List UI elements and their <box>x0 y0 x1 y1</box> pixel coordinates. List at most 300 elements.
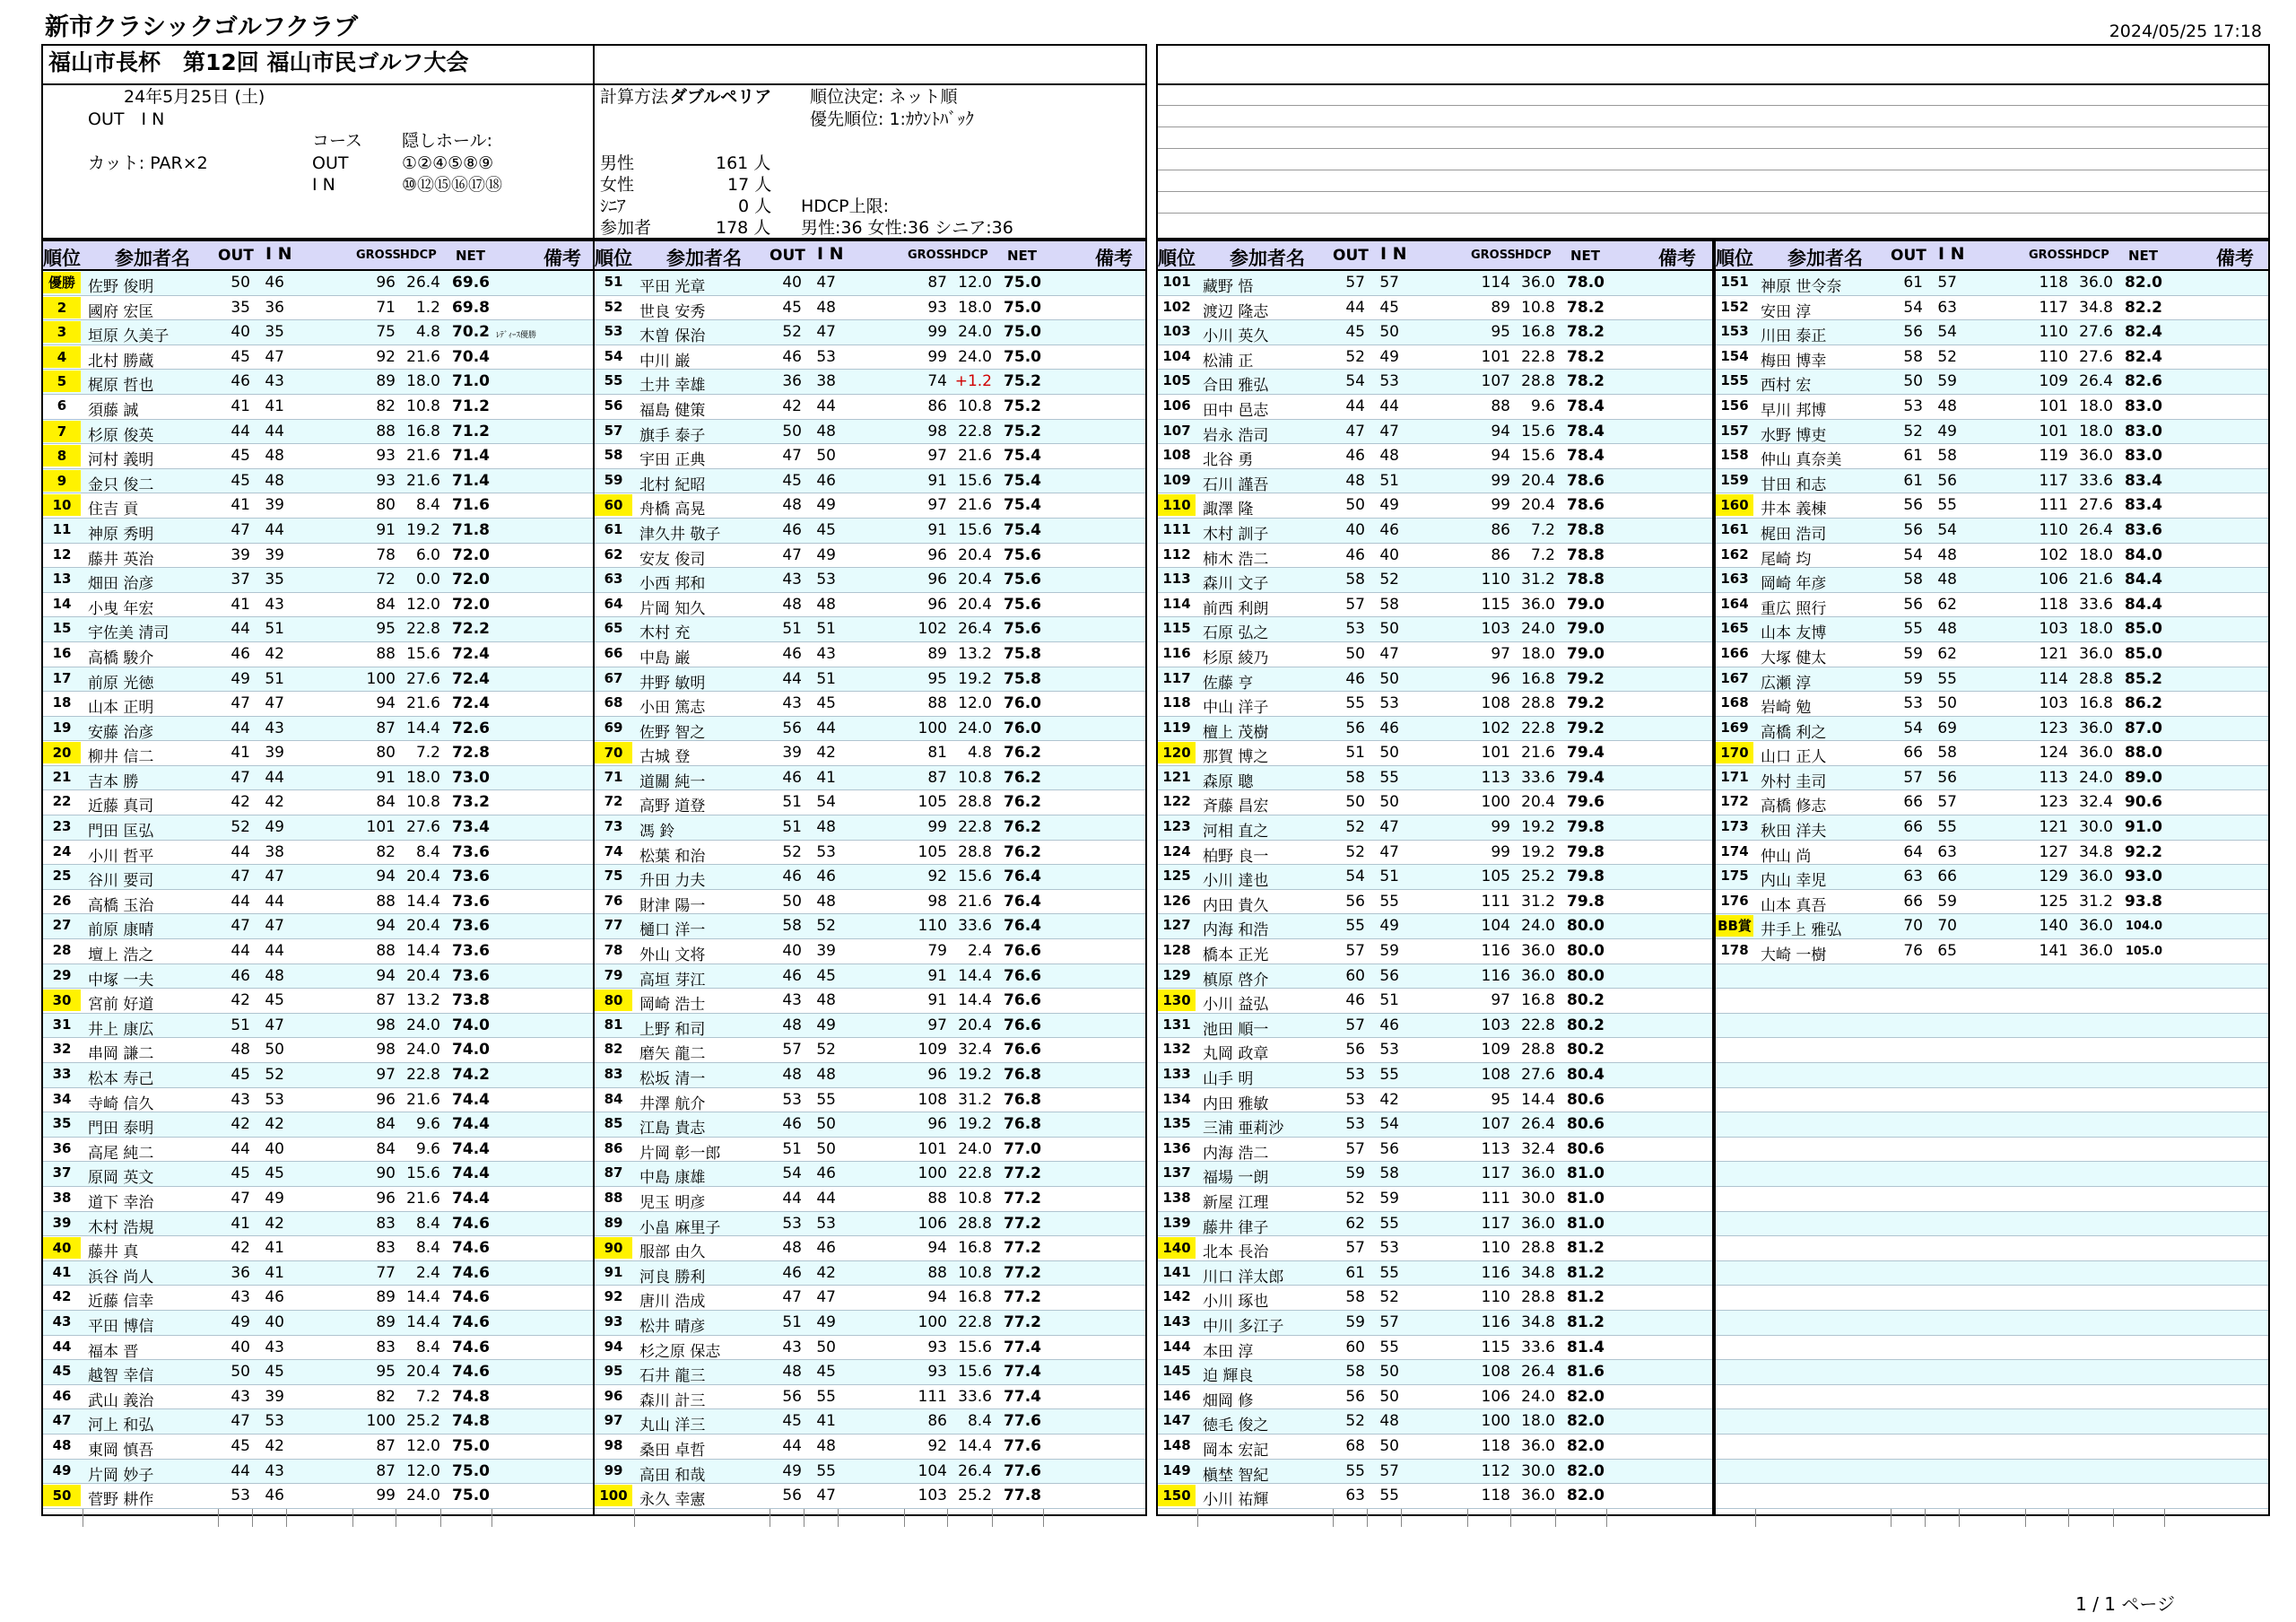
out-cell: 70 <box>1903 917 1923 936</box>
name-cell: 那賀 博之 <box>1203 748 1269 767</box>
table-row <box>1158 692 1712 717</box>
rank-cell: 40 <box>43 1237 81 1259</box>
out-cell: 56 <box>782 719 802 737</box>
net-cell: 76.0 <box>1004 694 1041 713</box>
hdcp-cell: 24.0 <box>1521 620 1555 639</box>
name-cell: 唐川 浩成 <box>639 1293 706 1312</box>
out-cell: 48 <box>230 1041 250 1060</box>
rank-cell: 105 <box>1162 372 1191 389</box>
gross-cell: 106 <box>2039 571 2068 589</box>
table-row <box>595 790 1145 815</box>
in-cell: 55 <box>1379 892 1399 911</box>
header-hdcp: HDCP <box>400 249 437 262</box>
out-cell: 53 <box>230 1487 250 1505</box>
hdcp-cell: 36.0 <box>2079 868 2113 886</box>
out-cell: 53 <box>782 1214 802 1233</box>
out-cell: 52 <box>1345 1412 1365 1431</box>
in-cell: 47 <box>1379 644 1399 663</box>
rank-cell: 78 <box>604 942 623 959</box>
gross-cell: 103 <box>1481 620 1510 639</box>
in-cell: 53 <box>816 347 836 366</box>
net-cell: 83.0 <box>2125 447 2162 466</box>
table-row <box>1716 642 2268 667</box>
hdcp-cell: 20.4 <box>406 966 440 985</box>
hdcp-cell: 33.6 <box>2079 471 2113 490</box>
hdcp-cell: 36.0 <box>1521 1436 1555 1455</box>
in-cell: 62 <box>1937 595 1957 614</box>
rank-cell: 150 <box>1158 1485 1196 1506</box>
hdcp-cell: 19.2 <box>1521 842 1555 861</box>
in-cell: 51 <box>1379 991 1399 1010</box>
table-row <box>43 964 593 990</box>
net-cell: 82.0 <box>1567 1387 1605 1406</box>
net-cell: 104.0 <box>2125 920 2162 934</box>
net-cell: 80.2 <box>1567 991 1605 1010</box>
in-cell: 53 <box>1379 1239 1399 1258</box>
rank-cell: 125 <box>1162 868 1191 885</box>
table-row <box>1158 593 1712 618</box>
name-cell: 畑岡 修 <box>1203 1391 1254 1410</box>
net-cell: 76.4 <box>1004 917 1041 936</box>
table-row <box>43 717 593 742</box>
out-cell: 51 <box>1345 744 1365 763</box>
name-cell: 梶田 浩司 <box>1761 525 1827 544</box>
name-cell: 井澤 航介 <box>639 1094 706 1113</box>
in-cell: 47 <box>265 917 284 936</box>
gross-cell: 82 <box>376 397 396 415</box>
hdcp-cell: 20.4 <box>406 1363 440 1382</box>
gross-cell: 99 <box>1491 818 1510 837</box>
rank-cell: 59 <box>604 471 623 488</box>
table-row <box>1716 1038 2268 1063</box>
out-cell: 46 <box>782 1263 802 1282</box>
rank-cell: 53 <box>604 323 623 340</box>
out-cell: 45 <box>230 471 250 490</box>
name-cell: 徳毛 俊之 <box>1203 1417 1269 1435</box>
table-row <box>595 815 1145 841</box>
rank-cell: 8 <box>43 445 81 467</box>
hdcp-cell: 14.4 <box>406 942 440 961</box>
name-cell: 木村 浩規 <box>88 1218 154 1237</box>
name-cell: 木村 充 <box>639 624 691 643</box>
name-cell: 近藤 信幸 <box>88 1293 154 1312</box>
rank-cell: 170 <box>1716 742 1753 763</box>
table-row <box>43 841 593 866</box>
net-cell: 83.4 <box>2125 496 2162 515</box>
out-cell: 47 <box>230 1412 250 1431</box>
rank-cell: 9 <box>43 470 81 492</box>
table-row <box>1158 1212 1712 1237</box>
table-row <box>1158 1014 1712 1039</box>
hdcp-cell: 21.6 <box>406 1189 440 1208</box>
name-cell: 高橋 玉治 <box>88 896 154 915</box>
name-cell: 岩永 浩司 <box>1203 426 1269 445</box>
name-cell: 永久 幸憲 <box>639 1491 706 1510</box>
table-row <box>43 1360 593 1385</box>
name-cell: 道關 純一 <box>639 772 706 791</box>
gross-cell: 99 <box>927 347 947 366</box>
in-cell: 46 <box>265 1487 284 1505</box>
hdcp-cell: 14.4 <box>406 892 440 911</box>
net-cell: 77.2 <box>1004 1263 1041 1282</box>
out-cell: 47 <box>230 917 250 936</box>
gross-cell: 108 <box>918 1090 947 1109</box>
out-cell: 46 <box>782 520 802 539</box>
header-in: I N <box>1938 244 1965 264</box>
name-cell: 岡本 宏記 <box>1203 1441 1269 1460</box>
rank-cell: 79 <box>604 966 623 983</box>
rank-cell: 133 <box>1162 1066 1191 1082</box>
in-cell: 53 <box>265 1412 284 1431</box>
gross-cell: 97 <box>1491 644 1510 663</box>
in-cell: 48 <box>816 595 836 614</box>
gross-cell: 124 <box>2039 744 2068 763</box>
out-cell: 44 <box>1345 397 1365 415</box>
gross-cell: 93 <box>927 1338 947 1356</box>
table-row <box>43 1484 593 1509</box>
in-cell: 48 <box>1937 397 1957 415</box>
out-cell: 48 <box>782 1363 802 1382</box>
table-row <box>1716 692 2268 717</box>
rank-cell: 97 <box>604 1412 623 1429</box>
gross-cell: 121 <box>2039 644 2068 663</box>
in-cell: 48 <box>1937 620 1957 639</box>
rank-cell: 119 <box>1162 719 1191 736</box>
in-cell: 44 <box>265 942 284 961</box>
out-cell: 46 <box>782 644 802 663</box>
rank-cell: 83 <box>604 1066 623 1082</box>
rank-cell: 11 <box>52 520 72 537</box>
name-cell: 広瀬 淳 <box>1761 674 1812 693</box>
net-cell: 81.2 <box>1567 1288 1605 1307</box>
hdcp-cell: 21.6 <box>406 347 440 366</box>
rank-cell: 26 <box>52 892 72 909</box>
header-out: OUT <box>770 247 805 265</box>
out-cell: 46 <box>782 347 802 366</box>
name-cell: 内田 貴久 <box>1203 896 1269 915</box>
rank-cell: 122 <box>1162 793 1191 810</box>
table-row <box>595 320 1145 345</box>
in-cell: 43 <box>265 1461 284 1480</box>
in-cell: 49 <box>816 545 836 564</box>
name-cell: 壇上 浩之 <box>88 946 154 965</box>
table-row <box>1158 1112 1712 1138</box>
net-cell: 72.4 <box>452 644 490 663</box>
note-cell: ﾚﾃﾞｨｰｽ優勝 <box>496 331 537 341</box>
hdcp-cell: 12.0 <box>958 274 992 292</box>
gross-cell: 89 <box>376 372 396 391</box>
gross-cell: 118 <box>1481 1487 1510 1505</box>
table-row <box>595 717 1145 742</box>
name-cell: 松井 晴彦 <box>639 1317 706 1336</box>
name-cell: 世良 安秀 <box>639 302 706 321</box>
net-cell: 78.4 <box>1567 447 1605 466</box>
net-cell: 79.2 <box>1567 669 1605 688</box>
in-cell: 39 <box>265 744 284 763</box>
table-row <box>1716 493 2268 519</box>
in-cell: 56 <box>1937 768 1957 787</box>
table-row <box>595 741 1145 766</box>
gross-cell: 94 <box>376 917 396 936</box>
table-row <box>1716 939 2268 964</box>
gross-cell: 96 <box>376 1189 396 1208</box>
table-row <box>1158 1336 1712 1361</box>
in-cell: 45 <box>265 1363 284 1382</box>
table-row <box>1158 1484 1712 1509</box>
gross-cell: 84 <box>376 595 396 614</box>
table-row <box>595 890 1145 915</box>
rank-cell: 123 <box>1162 818 1191 835</box>
in-cell: 57 <box>1937 793 1957 812</box>
out-cell: 47 <box>782 1288 802 1307</box>
rank-cell: 176 <box>1720 892 1749 909</box>
header-out: OUT <box>1333 247 1369 265</box>
out-cell: 66 <box>1903 818 1923 837</box>
gross-cell: 123 <box>2039 719 2068 737</box>
out-cell: 59 <box>1345 1312 1365 1331</box>
out-cell: 57 <box>1345 595 1365 614</box>
gross-cell: 97 <box>376 1066 396 1084</box>
name-cell: 松浦 正 <box>1203 352 1254 371</box>
hdcp-cell: 19.2 <box>958 1115 992 1134</box>
hdcp-cell: 33.6 <box>958 917 992 936</box>
in-label: I N <box>312 175 335 195</box>
rank-cell: 128 <box>1162 942 1191 959</box>
table-row <box>1158 815 1712 841</box>
table-row <box>1158 741 1712 766</box>
in-cell: 39 <box>816 942 836 961</box>
out-cell: 40 <box>230 1338 250 1356</box>
rank-cell: 65 <box>604 620 623 637</box>
table-row <box>1716 815 2268 841</box>
gross-cell: 95 <box>376 620 396 639</box>
gross-cell: 102 <box>2039 545 2068 564</box>
in-cell: 51 <box>816 669 836 688</box>
net-cell: 78.2 <box>1567 347 1605 366</box>
name-cell: 丸山 洋三 <box>639 1417 706 1435</box>
header-name: 参加者名 <box>666 248 742 269</box>
name-cell: 早川 邦博 <box>1761 401 1827 420</box>
name-cell: 吉本 勝 <box>88 772 139 791</box>
hdcp-cell: 36.0 <box>2079 744 2113 763</box>
table-row <box>43 370 593 395</box>
table-row <box>1716 1138 2268 1163</box>
in-cell: 54 <box>1937 323 1957 342</box>
name-cell: 西村 宏 <box>1761 377 1812 396</box>
column-header <box>1716 241 2268 271</box>
hdcp-cell: 36.0 <box>1521 942 1555 961</box>
gross-cell: 90 <box>376 1164 396 1183</box>
table-row <box>43 989 593 1014</box>
name-cell: 中川 多江子 <box>1203 1317 1284 1336</box>
out-cell: 48 <box>782 1066 802 1084</box>
in-cell: 48 <box>816 991 836 1010</box>
in-cell: 47 <box>265 347 284 366</box>
name-cell: 本田 淳 <box>1203 1342 1254 1361</box>
rank-cell: 30 <box>43 990 81 1011</box>
gross-cell: 113 <box>1481 768 1510 787</box>
in-cell: 44 <box>816 397 836 415</box>
hdcp-cell: 15.6 <box>406 1164 440 1183</box>
hdcp-cell: 25.2 <box>406 1412 440 1431</box>
female-count: 17 人 <box>727 175 772 195</box>
in-cell: 44 <box>1379 397 1399 415</box>
table-row <box>1158 519 1712 544</box>
net-cell: 78.2 <box>1567 372 1605 391</box>
out-cell: 66 <box>1903 793 1923 812</box>
name-cell: 河相 直之 <box>1203 823 1269 842</box>
gross-cell: 116 <box>1481 1312 1510 1331</box>
hdcp-cell: 21.6 <box>406 1090 440 1109</box>
in-cell: 51 <box>1379 868 1399 886</box>
hdcp-cell: 20.4 <box>406 868 440 886</box>
net-cell: 76.6 <box>1004 991 1041 1010</box>
net-cell: 74.4 <box>452 1090 490 1109</box>
gross-cell: 92 <box>376 347 396 366</box>
rank-cell: 81 <box>604 1016 623 1033</box>
in-cell: 50 <box>1379 1387 1399 1406</box>
rank-cell: 88 <box>604 1189 623 1206</box>
hdcp-cell: 16.8 <box>1521 323 1555 342</box>
in-cell: 53 <box>816 571 836 589</box>
out-cell: 44 <box>782 1189 802 1208</box>
gross-cell: 86 <box>927 1412 947 1431</box>
in-cell: 44 <box>816 719 836 737</box>
column-header <box>43 241 593 271</box>
table-row <box>595 544 1145 569</box>
hdcp-cell: 31.2 <box>1521 571 1555 589</box>
gross-cell: 71 <box>376 298 396 317</box>
table-row <box>1716 841 2268 866</box>
column-header <box>595 241 1145 271</box>
gross-cell: 96 <box>1491 669 1510 688</box>
out-cell: 54 <box>1345 868 1365 886</box>
out-cell: 55 <box>1345 917 1365 936</box>
header-name: 参加者名 <box>115 248 190 269</box>
in-cell: 50 <box>1937 694 1957 713</box>
gross-cell: 78 <box>376 545 396 564</box>
header-net: NET <box>1570 248 1601 264</box>
hdcp-cell: 22.8 <box>1521 1016 1555 1034</box>
header-hdcp: HDCP <box>1515 249 1552 262</box>
rank-cell: 116 <box>1162 644 1191 661</box>
table-row <box>1158 1162 1712 1187</box>
hdcp-cell: 24.0 <box>1521 917 1555 936</box>
net-cell: 75.0 <box>1004 323 1041 342</box>
net-cell: 79.0 <box>1567 595 1605 614</box>
name-cell: 槙原 啓介 <box>1203 971 1269 990</box>
priority-rule: 優先順位: 1:ｶｳﾝﾄﾊﾞｯｸ <box>810 109 974 129</box>
net-cell: 81.2 <box>1567 1263 1605 1282</box>
in-cell: 50 <box>816 1338 836 1356</box>
rank-cell: 167 <box>1720 669 1749 686</box>
table-row <box>1158 1311 1712 1336</box>
hdcp-cell: 4.8 <box>415 323 440 342</box>
in-cell: 38 <box>816 372 836 391</box>
hdcp-cell: 1.2 <box>415 298 440 317</box>
gross-cell: 94 <box>376 868 396 886</box>
net-cell: 77.2 <box>1004 1239 1041 1258</box>
net-cell: 73.6 <box>452 842 490 861</box>
table-row <box>43 1138 593 1163</box>
out-cell: 47 <box>230 868 250 886</box>
name-cell: 小川 哲平 <box>88 847 154 866</box>
net-cell: 74.6 <box>452 1363 490 1382</box>
hdcp-cell: 19.2 <box>406 520 440 539</box>
table-row <box>1716 1212 2268 1237</box>
net-cell: 72.4 <box>452 669 490 688</box>
net-cell: 89.0 <box>2125 768 2162 787</box>
gross-cell: 100 <box>918 1164 947 1183</box>
out-cell: 40 <box>1345 520 1365 539</box>
hdcp-limits: 男性:36 女性:36 シニア:36 <box>801 218 1013 238</box>
in-cell: 39 <box>265 1387 284 1406</box>
out-cell: 48 <box>782 496 802 515</box>
in-cell: 42 <box>265 793 284 812</box>
gross-cell: 107 <box>1481 1115 1510 1134</box>
table-row <box>1716 395 2268 420</box>
out-cell: 49 <box>230 1312 250 1331</box>
out-cell: 45 <box>782 298 802 317</box>
table-row <box>43 1014 593 1039</box>
in-cell: 35 <box>265 323 284 342</box>
table-row <box>595 1311 1145 1336</box>
gross-cell: 96 <box>927 545 947 564</box>
name-cell: 外村 圭司 <box>1761 772 1827 791</box>
table-row <box>595 667 1145 693</box>
table-row <box>43 890 593 915</box>
gross-cell: 119 <box>2039 447 2068 466</box>
in-cell: 52 <box>1379 1288 1399 1307</box>
out-cell: 61 <box>1903 274 1923 292</box>
name-cell: 串岡 謙二 <box>88 1045 154 1064</box>
out-cell: 47 <box>230 694 250 713</box>
header-note: 備考 <box>1658 248 1696 269</box>
hdcp-cell: 20.4 <box>958 571 992 589</box>
rank-cell: 124 <box>1162 842 1191 859</box>
hdcp-cell: 10.8 <box>1521 298 1555 317</box>
gross-cell: 123 <box>2039 793 2068 812</box>
header-rank: 順位 <box>1158 248 1196 269</box>
out-cell: 64 <box>1903 842 1923 861</box>
hdcp-cell: 18.0 <box>1521 1412 1555 1431</box>
out-cell: 40 <box>782 942 802 961</box>
gross-cell: 117 <box>2039 471 2068 490</box>
gross-cell: 97 <box>927 496 947 515</box>
out-cell: 53 <box>1903 397 1923 415</box>
in-cell: 49 <box>1379 347 1399 366</box>
table-row <box>595 469 1145 494</box>
gross-cell: 84 <box>376 793 396 812</box>
net-cell: 71.8 <box>452 520 490 539</box>
rank-cell: 86 <box>604 1139 623 1156</box>
table-row <box>1158 1138 1712 1163</box>
hdcp-cell: 21.6 <box>406 471 440 490</box>
table-row <box>595 1088 1145 1113</box>
name-cell: 神原 世令奈 <box>1761 278 1842 296</box>
name-cell: 宇田 正典 <box>639 451 706 470</box>
in-cell: 55 <box>1379 1214 1399 1233</box>
name-cell: 片岡 妙子 <box>88 1466 154 1485</box>
net-cell: 76.2 <box>1004 793 1041 812</box>
gross-cell: 114 <box>2039 669 2068 688</box>
in-cell: 58 <box>1379 1164 1399 1183</box>
table-row <box>43 865 593 890</box>
table-row <box>1716 1286 2268 1311</box>
notes-panel <box>1156 44 2270 240</box>
name-cell: 浜谷 尚人 <box>88 1268 154 1286</box>
name-cell: 北谷 勇 <box>1203 451 1254 470</box>
